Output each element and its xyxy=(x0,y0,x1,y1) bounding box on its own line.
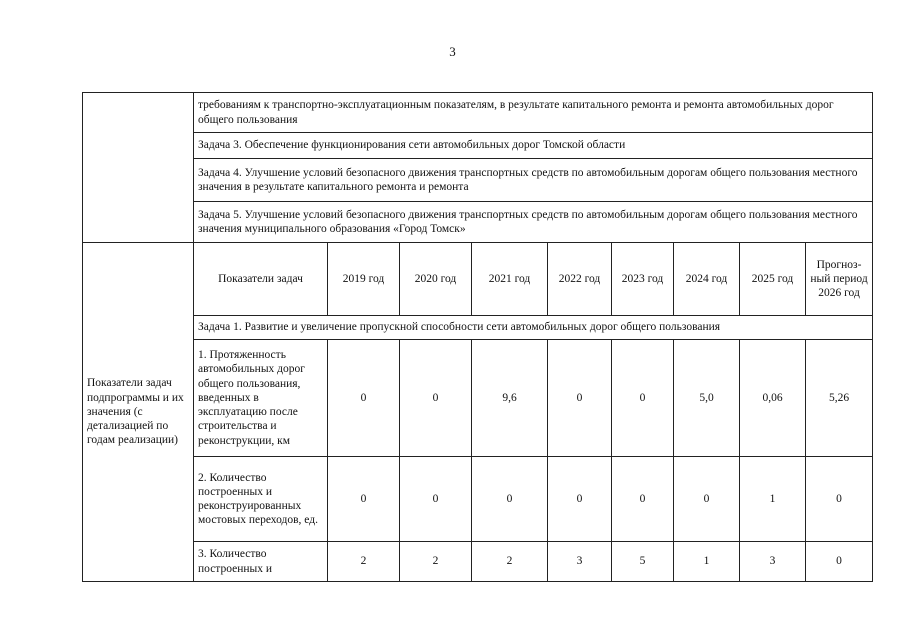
header-cell: 2019 год xyxy=(328,243,400,316)
task-row xyxy=(83,93,873,133)
value-cell: 0 xyxy=(400,457,472,542)
task-row xyxy=(83,202,873,243)
table-row xyxy=(83,542,873,582)
value-cell: 0 xyxy=(674,457,740,542)
task-row xyxy=(83,159,873,202)
table-row xyxy=(83,457,873,542)
header-cell: Прогноз-ный период 2026 год xyxy=(806,243,873,316)
table-row xyxy=(83,340,873,457)
value-cell: 3 xyxy=(548,542,612,582)
header-cell: Показатели задач xyxy=(194,243,328,316)
task-title-row xyxy=(83,316,873,340)
value-cell: 0 xyxy=(472,457,548,542)
value-cell: 0 xyxy=(806,457,873,542)
indicator-name: 3. Количество построенных и xyxy=(194,542,328,582)
value-cell: 1 xyxy=(674,542,740,582)
value-cell: 0 xyxy=(806,542,873,582)
header-cell: 2021 год xyxy=(472,243,548,316)
header-cell: 2025 год xyxy=(740,243,806,316)
value-cell: 0 xyxy=(328,457,400,542)
left-label-empty xyxy=(83,93,194,243)
task-title: Задача 1. Развитие и увеличение пропускной способности сети автомобильных дорог общего пользования xyxy=(194,316,873,340)
header-cell: 2024 год xyxy=(674,243,740,316)
indicator-name: 2. Количество построенных и реконструированных мостовых переходов, ед. xyxy=(194,457,328,542)
value-cell: 2 xyxy=(400,542,472,582)
value-cell: 0 xyxy=(328,340,400,457)
value-cell: 5,26 xyxy=(806,340,873,457)
header-cell: 2023 год xyxy=(612,243,674,316)
value-cell: 0 xyxy=(548,457,612,542)
indicator-name: 1. Протяженность автомобильных дорог общего пользования, введенных в эксплуатацию после строительства и реконструкции, км xyxy=(194,340,328,457)
value-cell: 0 xyxy=(548,340,612,457)
page-number: 3 xyxy=(449,44,456,59)
task-text: Задача 5. Улучшение условий безопасного движения транспортных средств по автомобильным дорогам общего пользования местного значения муниципального образования «Город Томск» xyxy=(194,202,873,243)
value-cell: 1 xyxy=(740,457,806,542)
value-cell: 2 xyxy=(328,542,400,582)
indicators-header-row xyxy=(83,243,873,316)
task-text: Задача 4. Улучшение условий безопасного движения транспортных средств по автомобильным дорогам общего пользования местного значения в результате капитального ремонта и ремонта xyxy=(194,159,873,202)
header-cell: 2022 год xyxy=(548,243,612,316)
value-cell: 5,0 xyxy=(674,340,740,457)
value-cell: 5 xyxy=(612,542,674,582)
value-cell: 0 xyxy=(400,340,472,457)
value-cell: 0,06 xyxy=(740,340,806,457)
task-text: требованиям к транспортно-эксплуатационным показателям, в результате капитального ремонта и ремонта автомобильных дорог общего пользования xyxy=(194,93,873,133)
task-text: Задача 3. Обеспечение функционирования сети автомобильных дорог Томской области xyxy=(194,133,873,159)
indicators-label: Показатели задач подпрограммы и их значения (с детализацией по годам реализации) xyxy=(83,243,194,582)
subprogram-passport-table xyxy=(82,92,873,582)
value-cell: 9,6 xyxy=(472,340,548,457)
header-cell: 2020 год xyxy=(400,243,472,316)
task-row xyxy=(83,133,873,159)
value-cell: 0 xyxy=(612,340,674,457)
value-cell: 0 xyxy=(612,457,674,542)
value-cell: 2 xyxy=(472,542,548,582)
value-cell: 3 xyxy=(740,542,806,582)
